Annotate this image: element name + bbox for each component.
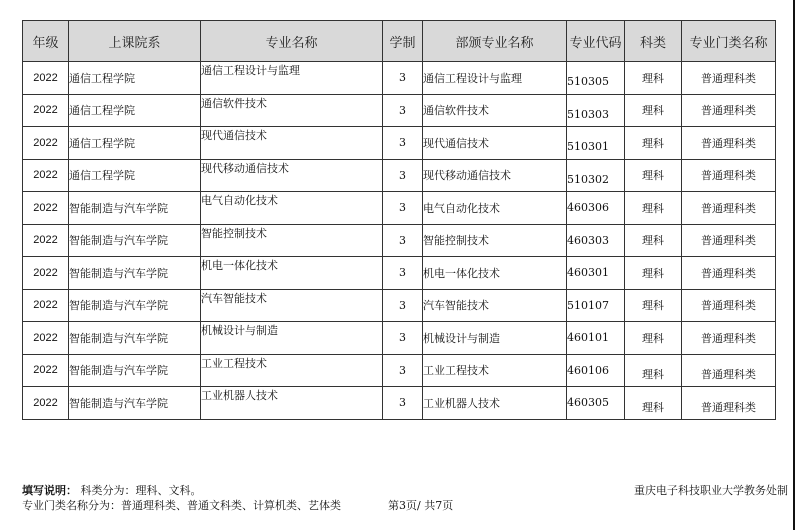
- code-text: 460305: [567, 396, 609, 410]
- cell-year: 2022: [23, 224, 69, 257]
- cell-category: [682, 354, 776, 387]
- cell-category: [682, 387, 776, 420]
- cell-code: [567, 224, 625, 257]
- cell-subject: [625, 387, 682, 420]
- header-year: 年级: [23, 21, 69, 62]
- cell-category: 普通理科类: [682, 127, 776, 160]
- cell-major: 汽车智能技术: [201, 289, 383, 322]
- cell-subject: 理科: [625, 322, 682, 355]
- cell-dept: 智能制造与汽车学院: [69, 289, 201, 322]
- cell-code: [567, 159, 625, 192]
- cell-year: 2022: [23, 94, 69, 127]
- subject-text: 理科: [642, 368, 664, 382]
- cell-length: 3: [383, 159, 423, 192]
- table-row: [23, 159, 776, 192]
- cell-code: [567, 127, 625, 160]
- cell-subject: 理科: [625, 94, 682, 127]
- cell-length: 3: [383, 387, 423, 420]
- table-row: [23, 322, 776, 355]
- cell-official-major: 工业机器人技术: [423, 387, 567, 420]
- cell-code: [567, 354, 625, 387]
- cell-major: 机械设计与制造: [201, 322, 383, 355]
- cell-code: [567, 62, 625, 95]
- cell-official-major: 工业工程技术: [423, 354, 567, 387]
- cell-dept: 智能制造与汽车学院: [69, 354, 201, 387]
- header-length: 学制: [383, 21, 423, 62]
- footer-fill-label: 填写说明：: [22, 484, 77, 497]
- cell-official-major: 通信工程设计与监理: [423, 62, 567, 95]
- table-row: [23, 289, 776, 322]
- subject-text: 理科: [642, 400, 664, 414]
- cell-major: 电气自动化技术: [201, 192, 383, 225]
- cell-category: 普通理科类: [682, 224, 776, 257]
- header-dept: 上课院系: [69, 21, 201, 62]
- cell-code: [567, 257, 625, 290]
- cell-length: 3: [383, 289, 423, 322]
- cell-major: 通信软件技术: [201, 94, 383, 127]
- cell-year: 2022: [23, 159, 69, 192]
- cell-major: 现代通信技术: [201, 127, 383, 160]
- cell-year: 2022: [23, 192, 69, 225]
- cell-subject: 理科: [625, 289, 682, 322]
- footer-page-number: 第3页/ 共7页: [388, 499, 454, 512]
- cell-length: 3: [383, 322, 423, 355]
- cell-dept: 通信工程学院: [69, 127, 201, 160]
- cell-subject: [625, 354, 682, 387]
- code-text: 460303: [567, 233, 609, 247]
- cell-major: 智能控制技术: [201, 224, 383, 257]
- footer-subject-note: [22, 482, 202, 498]
- cell-subject: 理科: [625, 62, 682, 95]
- cell-official-major: 汽车智能技术: [423, 289, 567, 322]
- header-major: 专业名称: [201, 21, 383, 62]
- table-row: [23, 94, 776, 127]
- cell-major: 机电一体化技术: [201, 257, 383, 290]
- table-row: [23, 127, 776, 160]
- cell-official-major: 智能控制技术: [423, 224, 567, 257]
- table-row: [23, 62, 776, 95]
- cell-category: 普通理科类: [682, 159, 776, 192]
- cell-subject: 理科: [625, 257, 682, 290]
- cell-major: 工业机器人技术: [201, 387, 383, 420]
- cell-major: 现代移动通信技术: [201, 159, 383, 192]
- code-text: 460101: [567, 331, 609, 345]
- cell-length: 3: [383, 62, 423, 95]
- cell-code: [567, 94, 625, 127]
- cell-length: 3: [383, 127, 423, 160]
- cell-category: 普通理科类: [682, 322, 776, 355]
- cell-subject: 理科: [625, 192, 682, 225]
- code-text: 510305: [567, 75, 609, 89]
- cell-category: 普通理科类: [682, 62, 776, 95]
- cell-category: 普通理科类: [682, 257, 776, 290]
- header-subject: 科类: [625, 21, 682, 62]
- cell-code: [567, 192, 625, 225]
- cell-official-major: 机械设计与制造: [423, 322, 567, 355]
- code-text: 460301: [567, 266, 609, 280]
- cell-dept: 通信工程学院: [69, 94, 201, 127]
- footer-office: 重庆电子科技职业大学教务处制: [634, 484, 788, 497]
- cell-year: 2022: [23, 62, 69, 95]
- cell-subject: 理科: [625, 127, 682, 160]
- page-edge-line: [793, 0, 795, 530]
- major-table: [22, 20, 776, 420]
- cell-official-major: 机电一体化技术: [423, 257, 567, 290]
- cell-length: 3: [383, 354, 423, 387]
- code-text: 510301: [567, 140, 609, 154]
- code-text: 510107: [567, 298, 609, 312]
- cell-length: 3: [383, 224, 423, 257]
- code-text: 510302: [567, 172, 609, 186]
- cell-year: 2022: [23, 387, 69, 420]
- cell-official-major: 现代移动通信技术: [423, 159, 567, 192]
- category-text: 普通理科类: [701, 368, 756, 382]
- table-row: [23, 387, 776, 420]
- table-header-row: [23, 21, 776, 62]
- cell-code: [567, 289, 625, 322]
- cell-major: 工业工程技术: [201, 354, 383, 387]
- header-official-major: 部颁专业名称: [423, 21, 567, 62]
- cell-subject: 理科: [625, 159, 682, 192]
- cell-length: 3: [383, 192, 423, 225]
- cell-code: [567, 387, 625, 420]
- cell-year: 2022: [23, 127, 69, 160]
- cell-dept: 智能制造与汽车学院: [69, 192, 201, 225]
- cell-category: 普通理科类: [682, 192, 776, 225]
- table-row: [23, 257, 776, 290]
- cell-year: 2022: [23, 257, 69, 290]
- table-row: [23, 192, 776, 225]
- cell-official-major: 电气自动化技术: [423, 192, 567, 225]
- header-code: 专业代码: [567, 21, 625, 62]
- cell-dept: 智能制造与汽车学院: [69, 322, 201, 355]
- header-category: 专业门类名称: [682, 21, 776, 62]
- cell-length: 3: [383, 257, 423, 290]
- cell-year: 2022: [23, 322, 69, 355]
- cell-dept: 智能制造与汽车学院: [69, 224, 201, 257]
- cell-subject: 理科: [625, 224, 682, 257]
- cell-category: 普通理科类: [682, 289, 776, 322]
- cell-major: 通信工程设计与监理: [201, 62, 383, 95]
- code-text: 460306: [567, 201, 609, 215]
- category-text: 普通理科类: [701, 400, 756, 414]
- cell-category: 普通理科类: [682, 94, 776, 127]
- cell-dept: 智能制造与汽车学院: [69, 387, 201, 420]
- cell-year: 2022: [23, 289, 69, 322]
- cell-official-major: 现代通信技术: [423, 127, 567, 160]
- cell-official-major: 通信软件技术: [423, 94, 567, 127]
- code-text: 510303: [567, 107, 609, 121]
- cell-dept: 智能制造与汽车学院: [69, 257, 201, 290]
- code-text: 460106: [567, 363, 609, 377]
- footer-category-note: 专业门类名称分为：普通理科类、普通文科类、计算机类、艺体类: [22, 499, 341, 512]
- cell-code: [567, 322, 625, 355]
- table-row: [23, 224, 776, 257]
- cell-dept: 通信工程学院: [69, 62, 201, 95]
- cell-length: 3: [383, 94, 423, 127]
- footer-subject-text: 科类分为：理科、文科。: [80, 484, 202, 497]
- cell-year: 2022: [23, 354, 69, 387]
- table-row: [23, 354, 776, 387]
- cell-dept: 通信工程学院: [69, 159, 201, 192]
